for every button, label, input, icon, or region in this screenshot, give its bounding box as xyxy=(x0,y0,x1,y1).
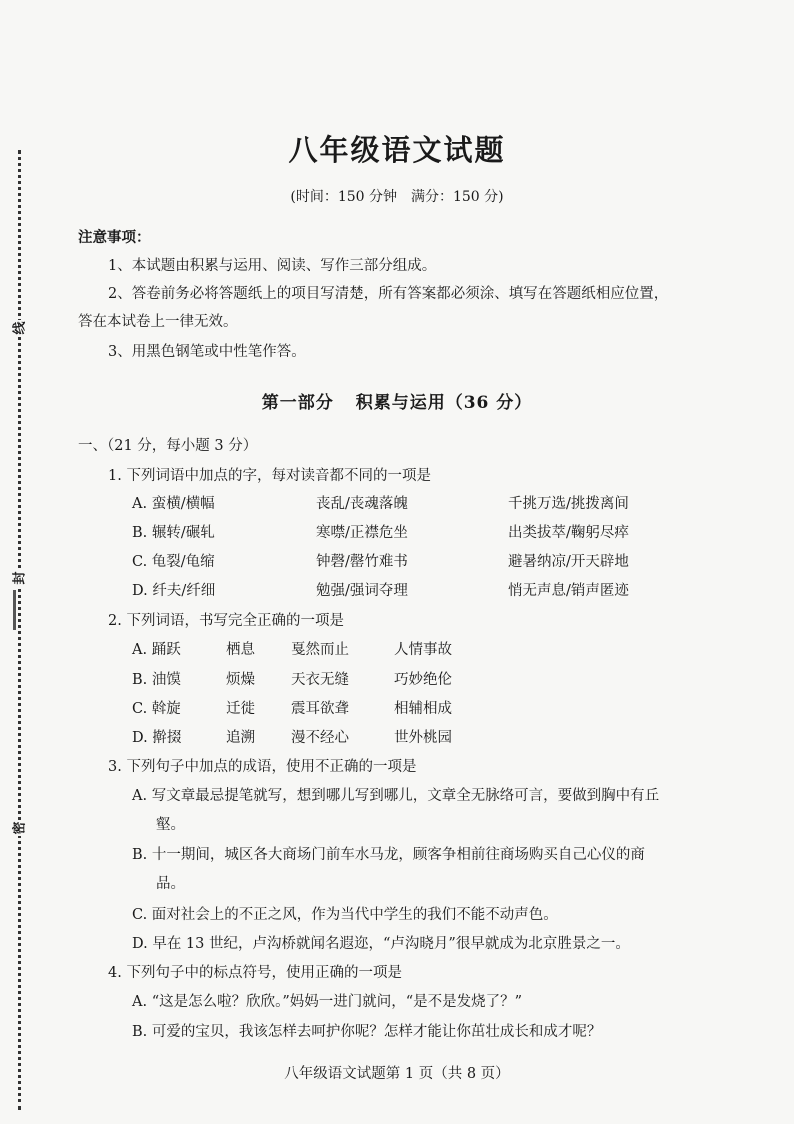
q2-option-b-c: 天衣无缝 xyxy=(291,672,349,688)
q4-stem: 4. 下列句子中的标点符号，使用正确的一项是 xyxy=(108,965,402,981)
section-heading xyxy=(0,388,794,413)
page-footer: 八年级语文试题第 1 页（共 8 页） xyxy=(284,1066,510,1082)
q2-option-c-c: 震耳欲聋 xyxy=(291,701,349,717)
q2-option-a: A. 踊跃 xyxy=(132,642,181,658)
q2-stem: 2. 下列词语，书写完全正确的一项是 xyxy=(108,613,344,629)
notes-heading: 注意事项： xyxy=(78,229,151,246)
q4-option-b: B. 可爱的宝贝，我该怎样去呵护你呢？怎样才能让你茁壮成长和成才呢？ xyxy=(132,1024,602,1040)
q3-option-a: A. 写文章最忌提笔就写，想到哪儿写到哪儿，文章全无脉络可言，要做到胸中有丘 xyxy=(132,788,660,804)
q1-option-d-c: 悄无声息/销声匿迹 xyxy=(508,583,629,599)
q1-option-a: A. 蛮横/横幅 xyxy=(132,496,215,512)
exam-subtitle: (时间：150 分钟 满分：150 分) xyxy=(290,189,504,205)
q1-option-d-b: 勉强/强词夺理 xyxy=(316,583,408,599)
q4-option-a: A. “这是怎么啦？欣欣。”妈妈一进门就问，“是不是发烧了？” xyxy=(132,994,523,1010)
q2-option-b-d: 巧妙绝伦 xyxy=(394,672,452,688)
q3-option-c: C. 面对社会上的不正之风，作为当代中学生的我们不能不动声色。 xyxy=(132,907,558,923)
q1-option-d: D. 纤夫/纤细 xyxy=(132,583,216,599)
q3-stem: 3. 下列句子中加点的成语，使用不正确的一项是 xyxy=(108,759,417,775)
q2-option-a-b: 栖息 xyxy=(226,642,255,658)
q2-option-a-d: 人情事故 xyxy=(394,642,452,658)
note-3: 3、用黑色钢笔或中性笔作答。 xyxy=(108,344,306,360)
margin-label-feng: 封 xyxy=(12,570,30,586)
q3-option-b-cont: 品。 xyxy=(156,876,185,892)
q2-option-b: B. 油馍 xyxy=(132,672,181,688)
q2-option-b-b: 烦燥 xyxy=(226,672,255,688)
q1-option-b-c: 出类拔萃/鞠躬尽瘁 xyxy=(508,525,629,541)
q1-option-c-c: 避暑纳凉/开天辟地 xyxy=(508,554,629,570)
q3-option-a-cont: 壑。 xyxy=(156,817,185,833)
q1-option-c: C. 龟裂/龟缩 xyxy=(132,554,215,570)
q1-option-c-b: 钟磬/罄竹难书 xyxy=(316,554,408,570)
exam-title: 八年级语文试题 xyxy=(288,133,506,167)
binding-mark xyxy=(13,590,16,630)
section-title: 积累与运用（36 分） xyxy=(355,393,533,413)
question-group-heading: 一、（21 分，每小题 3 分） xyxy=(78,438,258,454)
q3-option-b: B. 十一期间，城区各大商场门前车水马龙，顾客争相前往商场购买自己心仪的商 xyxy=(132,847,645,863)
q2-option-c: C. 斡旋 xyxy=(132,701,181,717)
q2-option-a-c: 戛然而止 xyxy=(291,642,349,658)
q1-option-a-c: 千挑万选/挑拨离间 xyxy=(508,496,629,512)
q2-option-d-d: 世外桃园 xyxy=(394,730,452,746)
note-1: 1、本试题由积累与运用、阅读、写作三部分组成。 xyxy=(108,258,437,274)
q2-option-d: D. 擀掇 xyxy=(132,730,182,746)
note-2: 2、答卷前务必将答题纸上的项目写清楚，所有答案都必须涂、填写在答题纸相应位置， xyxy=(108,286,669,302)
q1-option-a-b: 丧乱/丧魂落魄 xyxy=(316,496,408,512)
q1-option-b-b: 寒噤/正襟危坐 xyxy=(316,525,408,541)
note-2-cont: 答在本试卷上一律无效。 xyxy=(78,314,238,330)
q2-option-d-c: 漫不经心 xyxy=(291,730,349,746)
q1-stem: 1. 下列词语中加点的字，每对读音都不同的一项是 xyxy=(108,468,431,484)
q2-option-c-b: 迁徙 xyxy=(226,701,255,717)
binding-dotted-line xyxy=(18,150,21,1110)
q2-option-d-b: 追溯 xyxy=(226,730,255,746)
q1-option-b: B. 辗转/碾轧 xyxy=(132,525,215,541)
margin-label-mi: 密 xyxy=(12,820,30,836)
q2-option-c-d: 相辅相成 xyxy=(394,701,452,717)
section-part: 第一部分 xyxy=(261,393,334,413)
margin-label-xian: 线 xyxy=(12,320,30,336)
q3-option-d: D. 早在 13 世纪，卢沟桥就闻名遐迩，“卢沟晓月”很早就成为北京胜景之一。 xyxy=(132,936,630,952)
